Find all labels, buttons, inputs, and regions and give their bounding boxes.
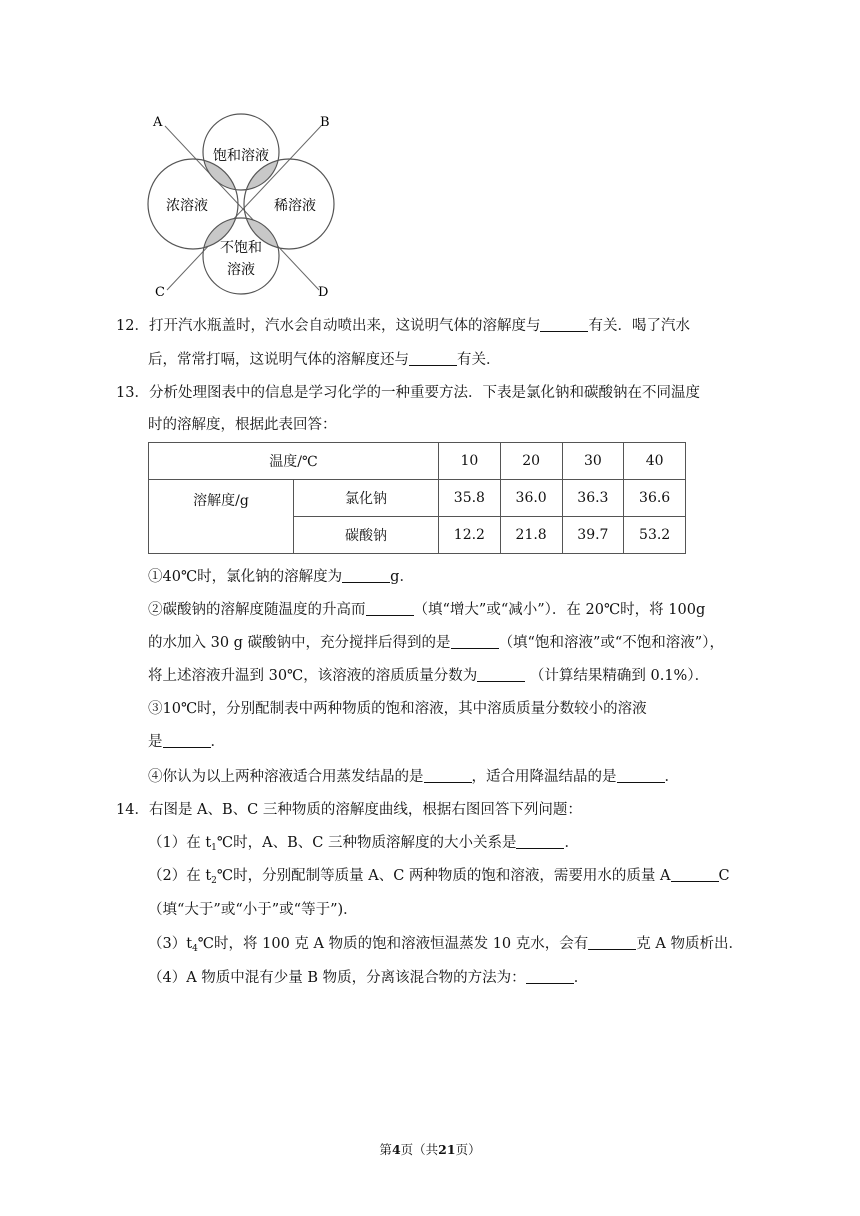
q14-part1: （1）在 $t_1℃$时，A、B、C 三种物质溶解度的大小关系是 ．	[148, 835, 579, 853]
solution-relationship-diagram	[145, 110, 345, 302]
q13-blank-3[interactable]	[451, 634, 499, 649]
value-cell: 36.0	[500, 480, 562, 517]
q13-blank-2[interactable]	[366, 601, 414, 616]
q12-line1: 12．打开汽水瓶盖时，汽水会自动喷出来，这说明气体的溶解度与 有关．喝了汽水	[116, 318, 690, 334]
q13-part1: ①40℃时，氯化钠的溶解度为 g．	[148, 569, 414, 585]
value-cell: 21.8	[500, 517, 562, 554]
temp-cell: 10	[439, 443, 501, 480]
label-unsaturated-1: 不饱和	[220, 240, 262, 256]
value-cell: 36.6	[624, 480, 686, 517]
q13-part2-line1: ②碳酸钠的溶解度随温度的升高而 （填“增大”或“减小”）．在 20℃时，将 100g	[148, 602, 706, 618]
q12-blank-1[interactable]	[540, 317, 588, 332]
q14-part2-line1: （2）在 $t_2℃$时，分别配制等质量 A、C 两种物质的饱和溶液，需要用水的质量 A C	[148, 868, 730, 886]
label-concentrated: 浓溶液	[166, 198, 208, 214]
q13-part3-line2: 是 ．	[148, 734, 225, 750]
value-cell: 53.2	[624, 517, 686, 554]
q13-part2-line3: 将上述溶液升温到 30℃，该溶液的溶质质量分数为 （计算结果精确到 0.1%）．	[148, 668, 710, 684]
label-d: D	[318, 285, 329, 300]
q13-blank-7[interactable]	[617, 768, 665, 783]
q14-part2-line2: （填“大于”或“小于”或“等于”)．	[148, 902, 358, 918]
label-unsaturated-2: 溶液	[227, 262, 255, 278]
q14-blank-3[interactable]	[588, 935, 636, 950]
q13-part3-line1: ③10℃时，分别配制表中两种物质的饱和溶液，其中溶质质量分数较小的溶液	[148, 701, 647, 717]
q13-part2-line2: 的水加入 30 g 碳酸钠中，充分搅拌后得到的是 （填“饱和溶液”或“不饱和溶液”），	[148, 635, 724, 651]
q14-line1: 14．右图是 A、B、C 三种物质的溶解度曲线，根据右图回答下列问题：	[116, 802, 582, 818]
value-cell: 35.8	[439, 480, 501, 517]
page-total: 21	[438, 1142, 456, 1157]
q13-blank-6[interactable]	[424, 768, 472, 783]
value-cell: 36.3	[562, 480, 624, 517]
q13-part4: ④你认为以上两种溶液适合用蒸发结晶的是 ，适合用降温结晶的是 ．	[148, 769, 679, 785]
label-a: A	[153, 115, 163, 130]
q14-blank-2[interactable]	[671, 867, 719, 882]
label-c: C	[155, 285, 165, 300]
temp-cell: 40	[624, 443, 686, 480]
temp-cell: 30	[562, 443, 624, 480]
q12-line2: 后，常常打嗝，这说明气体的溶解度还与 有关．	[148, 352, 501, 368]
q14-part4: （4）A 物质中混有少量 B 物质，分离该混合物的方法为： ．	[148, 970, 589, 986]
q13-blank-5[interactable]	[163, 733, 211, 748]
label-dilute: 稀溶液	[274, 198, 316, 214]
solubility-table	[148, 442, 686, 554]
label-b: B	[320, 115, 330, 130]
value-cell: 39.7	[562, 517, 624, 554]
q13-line1: 13．分析处理图表中的信息是学习化学的一种重要方法．下表是氯化钠和碳酸钠在不同温度	[116, 385, 700, 401]
q14-blank-1[interactable]	[516, 834, 564, 849]
row-name: 碳酸钠	[294, 517, 439, 554]
solubility-label: 溶解度/g	[149, 480, 294, 554]
value-cell: 12.2	[439, 517, 501, 554]
circle-unsaturated	[203, 218, 279, 294]
temp-header: 温度/℃	[149, 443, 439, 480]
page-number: 4	[391, 1142, 401, 1157]
label-saturated: 饱和溶液	[213, 148, 269, 164]
row-name: 氯化钠	[294, 480, 439, 517]
q13-line2: 时的溶解度，根据此表回答：	[148, 417, 337, 433]
q13-blank-4[interactable]	[477, 667, 525, 682]
page-footer: 第4页（共21页）	[379, 1142, 481, 1157]
q13-blank-1[interactable]	[342, 568, 390, 583]
temp-cell: 20	[500, 443, 562, 480]
q12-blank-2[interactable]	[409, 351, 457, 366]
q14-blank-4[interactable]	[526, 969, 574, 984]
q14-part3: $(3)t_4℃$时，将 100 克 A 物质的饱和溶液恒温蒸发 10 克水，会有 克 A 物质析出．	[148, 936, 743, 954]
